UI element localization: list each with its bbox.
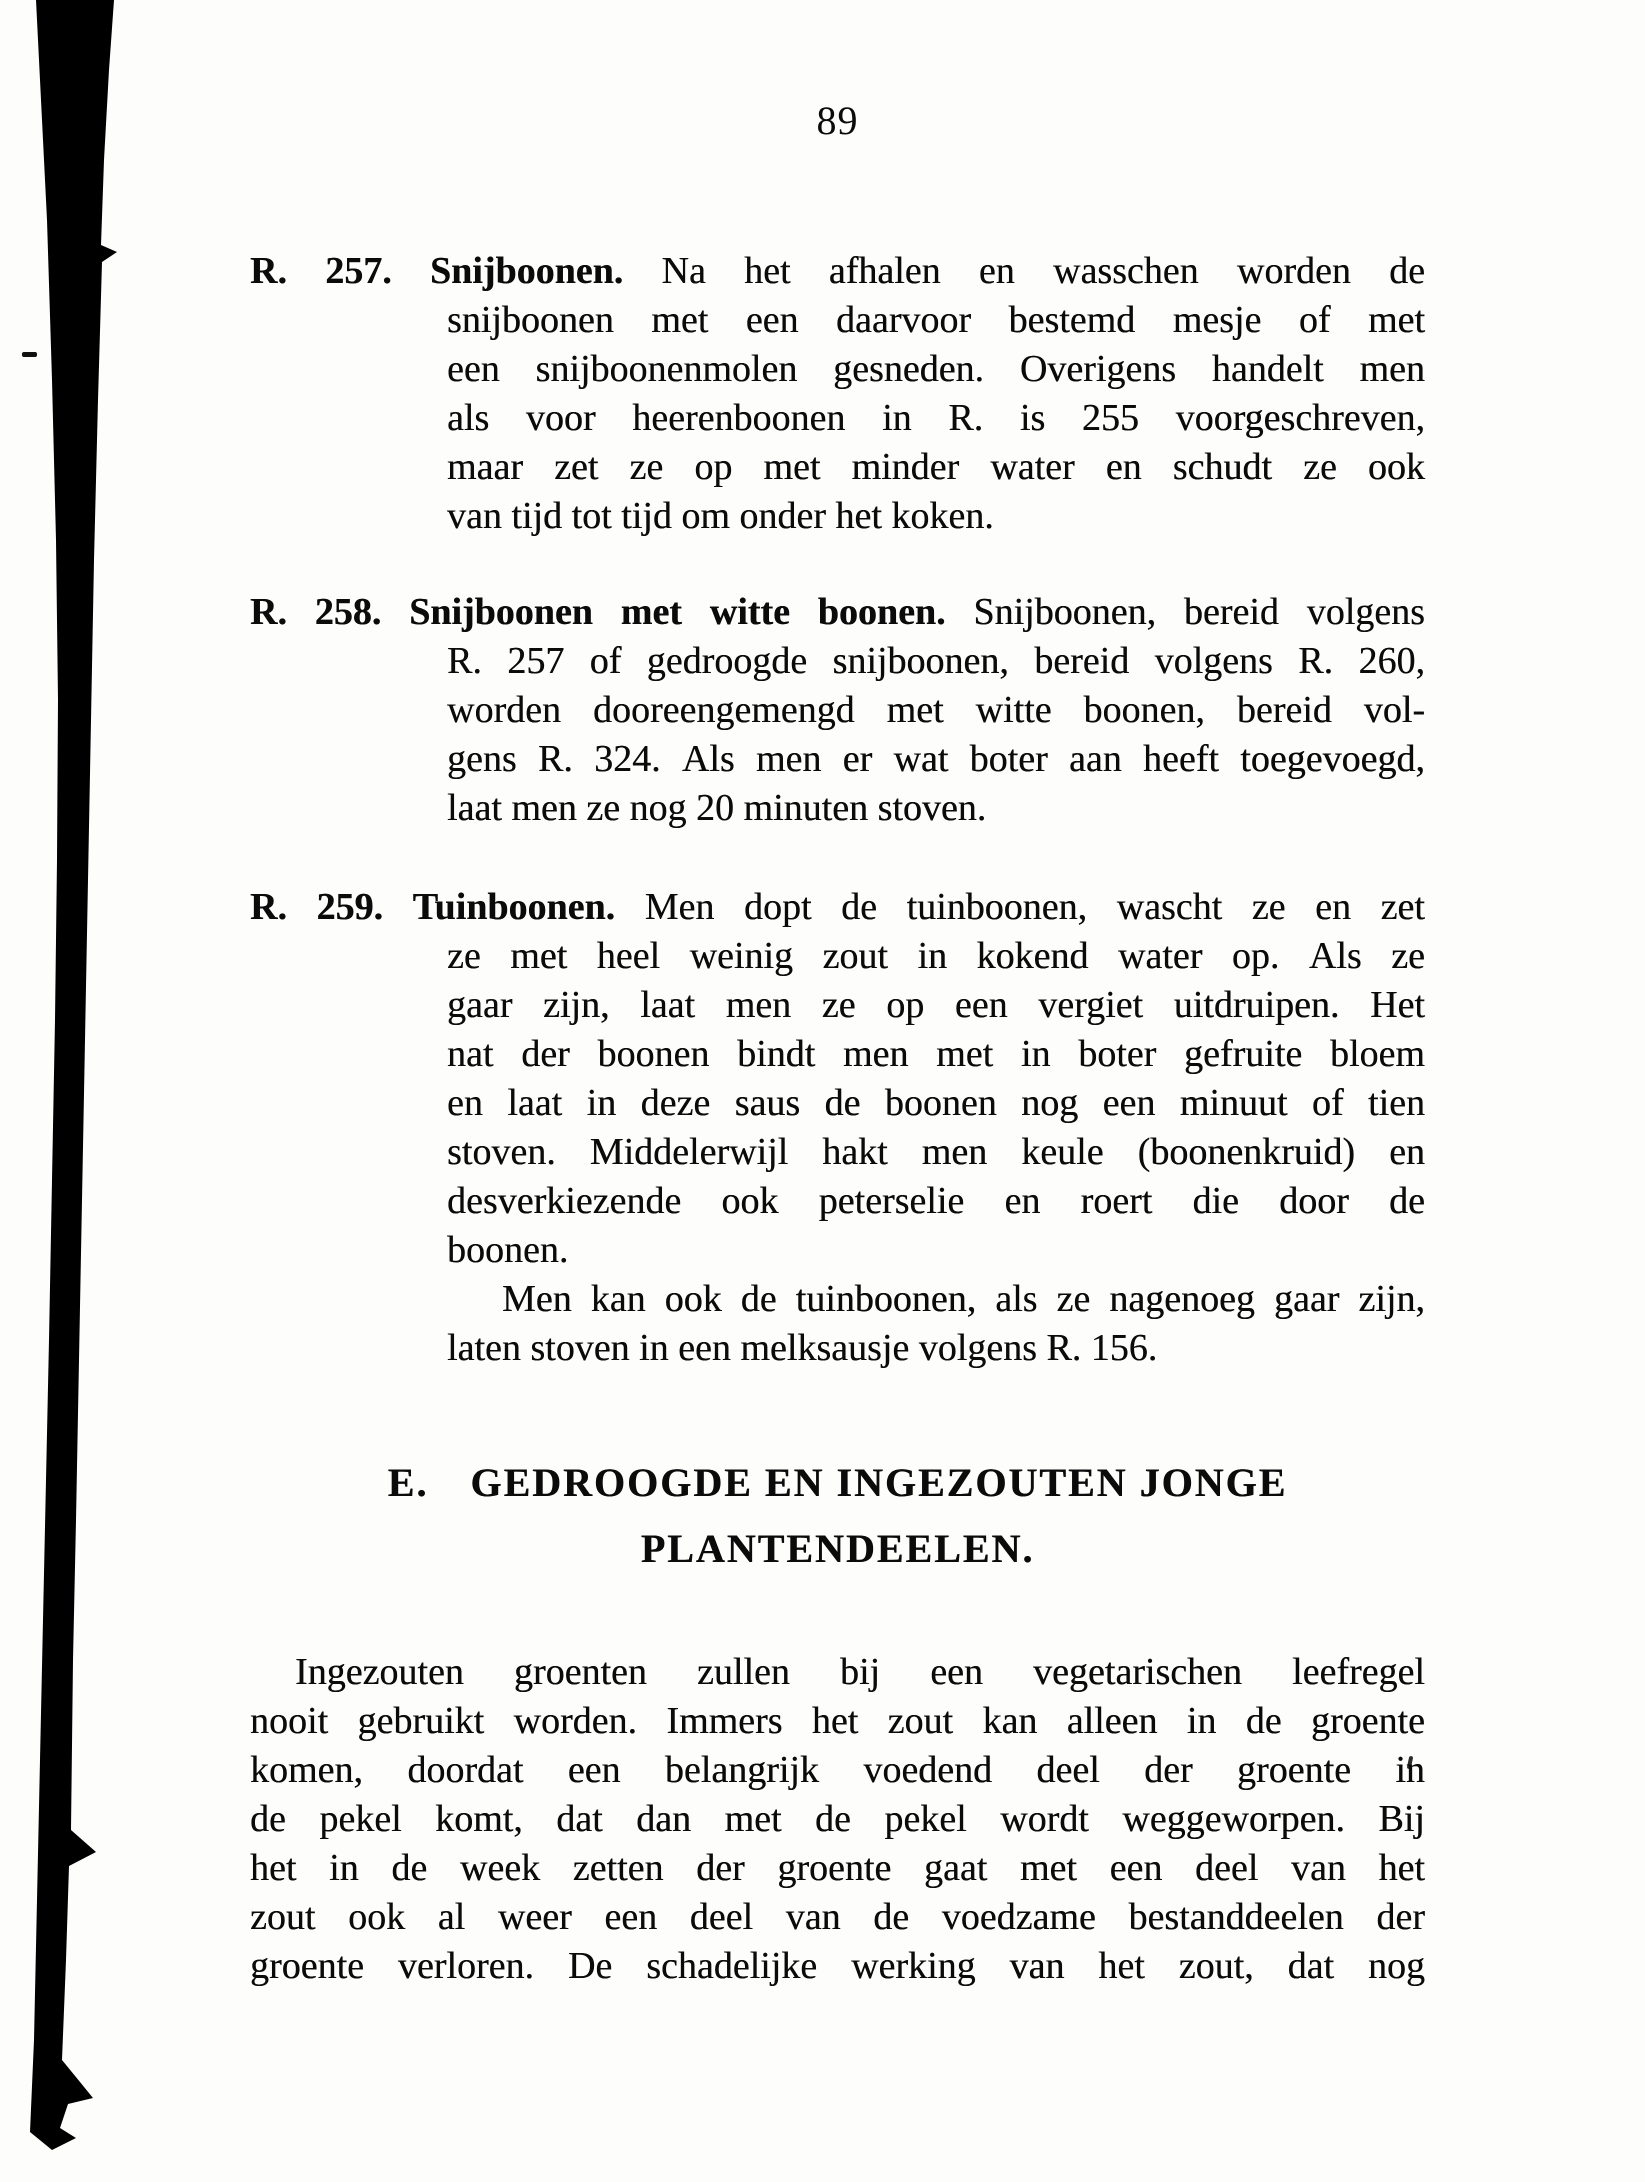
recipe-line: en laat in deze saus de boonen nog een minuut of tien <box>447 1082 1425 1124</box>
recipe-line: maar zet ze op met minder water en schudt ze ook <box>447 446 1425 488</box>
recipe-line: boonen. <box>447 1229 569 1271</box>
recipe-259 <box>250 883 1425 1373</box>
recipe-line: een snijboonenmolen gesneden. Overigens handelt men <box>447 348 1425 390</box>
paragraph-line: zout ook al weer een deel van de voedzame bestanddeelen der <box>250 1896 1425 1938</box>
paragraph-line: komen, doordat een belangrijk voedend deel der groente in <box>250 1749 1425 1791</box>
intro-paragraph <box>250 1648 1425 1991</box>
recipe-line: desverkiezende ook peterselie en roert die door de <box>447 1180 1425 1222</box>
recipe-257 <box>250 247 1425 541</box>
paragraph-line: Ingezouten groenten zullen bij een vegetarischen leefregel <box>295 1651 1425 1693</box>
page-number: 89 <box>816 98 859 143</box>
recipe-line: R. 257 of gedroogde snijboonen, bereid volgens R. 260, <box>447 640 1425 682</box>
scan-speck-dash <box>22 352 37 357</box>
paragraph-line: de pekel komt, dat dan met de pekel wordt weggeworpen. Bij <box>250 1798 1425 1840</box>
recipe-line: snijboonen met een daarvoor bestemd mesje of met <box>447 299 1425 341</box>
scan-binding-bar <box>0 0 140 2182</box>
recipe-subparagraph-line: laten stoven in een melksausje volgens R. 156. <box>447 1327 1158 1369</box>
section-heading <box>250 1450 1425 1582</box>
recipe-258 <box>250 588 1425 833</box>
recipe-line: nat der boonen bindt men met in boter gefruite bloem <box>447 1033 1425 1075</box>
paragraph-line: het in de week zetten der groente gaat met een deel van het <box>250 1847 1425 1889</box>
text-column <box>250 0 1425 1991</box>
recipe-line: R. 259. Tuinboonen. Men dopt de tuinboonen, wascht ze en zet <box>250 886 1425 928</box>
paragraph-line: nooit gebruikt worden. Immers het zout kan alleen in de groente <box>250 1700 1425 1742</box>
recipe-line: R. 257. Snijboonen. Na het afhalen en wasschen worden de <box>250 250 1425 292</box>
recipe-line: worden dooreengemengd met witte boonen, bereid vol- <box>447 689 1425 731</box>
recipe-line: R. 258. Snijboonen met witte boonen. Snijboonen, bereid volgens <box>250 591 1425 633</box>
recipe-line: van tijd tot tijd om onder het koken. <box>447 495 994 537</box>
section-heading-line: E. GEDROOGDE EN INGEZOUTEN JONGE <box>387 1460 1288 1505</box>
recipe-subparagraph-line: Men kan ook de tuinboonen, als ze nagenoeg gaar zijn, <box>502 1278 1425 1320</box>
recipe-line: laat men ze nog 20 minuten stoven. <box>447 787 987 829</box>
recipe-line: stoven. Middelerwijl hakt men keule (boonenkruid) en <box>447 1131 1425 1173</box>
paragraph-line: groente verloren. De schadelijke werking van het zout, dat nog <box>250 1945 1425 1987</box>
section-heading-line: PLANTENDEELEN. <box>640 1526 1035 1571</box>
recipe-line: gaar zijn, laat men ze op een vergiet uitdruipen. Het <box>447 984 1425 1026</box>
recipe-line: ze met heel weinig zout in kokend water op. Als ze <box>447 935 1425 977</box>
recipe-line: als voor heerenboonen in R. is 255 voorgeschreven, <box>447 397 1425 439</box>
recipe-line: gens R. 324. Als men er wat boter aan heeft toegevoegd, <box>447 738 1425 780</box>
